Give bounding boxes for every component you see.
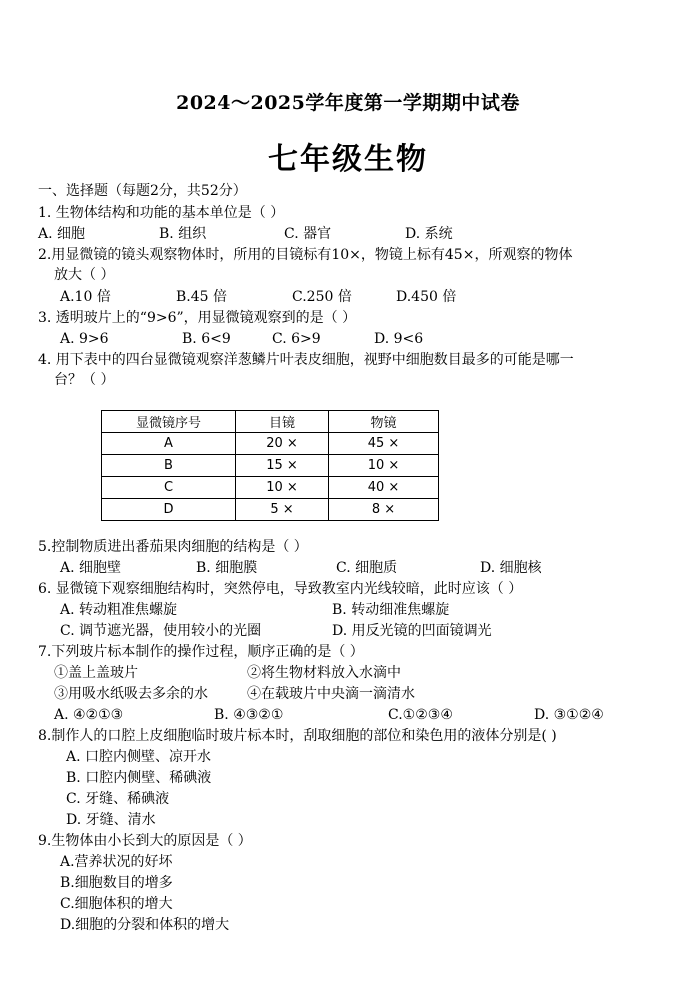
- table-cell: C: [102, 477, 236, 499]
- q4-stem-line1: 4. 用下表中的四台显微镜观察洋葱鳞片叶表皮细胞，视野中细胞数目最多的可能是哪一: [38, 352, 574, 368]
- exam-title: 2024～2025学年度第一学期期中试卷: [176, 92, 520, 114]
- q1-option-a: A. 细胞: [38, 226, 86, 242]
- q1-option-b: B. 组织: [159, 226, 207, 242]
- q3-stem: 3. 透明玻片上的“9>6”，用显微镜观察到的是（ ）: [38, 310, 357, 326]
- q8-option-b: B. 口腔内侧壁、稀碘液: [66, 770, 212, 786]
- table-cell: 45 ×: [329, 433, 439, 455]
- table-cell: A: [102, 433, 236, 455]
- q3-option-c: C. 6>9: [272, 331, 321, 347]
- q1-option-d: D. 系统: [405, 226, 453, 242]
- q7-step-1: ①盖上盖玻片: [54, 665, 138, 681]
- q8-stem: 8.制作人的口腔上皮细胞临时玻片标本时，刮取细胞的部位和染色用的液体分别是( ): [38, 728, 557, 744]
- q7-option-a: A. ④②①③: [54, 707, 124, 723]
- table-row: [102, 455, 439, 477]
- table-cell: 5 ×: [236, 499, 329, 521]
- microscope-table: [101, 410, 439, 521]
- table-cell: B: [102, 455, 236, 477]
- table-row: [102, 477, 439, 499]
- q2-stem-line1: 2.用显微镜的镜头观察物体时，所用的目镜标有10×，物镜上标有45×，所观察的物体: [38, 247, 573, 263]
- table-cell: 20 ×: [236, 433, 329, 455]
- section-heading: 一、选择题（每题2分，共52分）: [38, 183, 247, 199]
- table-cell: 10 ×: [329, 455, 439, 477]
- q8-option-c: C. 牙缝、稀碘液: [66, 791, 170, 807]
- q5-option-c: C. 细胞质: [336, 560, 398, 576]
- table-row: [102, 499, 439, 521]
- table-row: [102, 433, 439, 455]
- q7-step-4: ④在载玻片中央滴一滴清水: [247, 686, 415, 702]
- q9-option-d: D.细胞的分裂和体积的增大: [60, 917, 230, 933]
- q9-option-a: A.营养状况的好坏: [60, 854, 173, 870]
- q5-stem: 5.控制物质进出番茄果肉细胞的结构是（ ）: [38, 539, 308, 555]
- q2-option-d: D.450 倍: [396, 289, 457, 305]
- q2-option-a: A.10 倍: [60, 289, 111, 305]
- q5-option-b: B. 细胞膜: [196, 560, 258, 576]
- q9-stem: 9.生物体由小长到大的原因是（ ）: [38, 833, 252, 849]
- q6-option-d: D. 用反光镜的凹面镜调光: [332, 623, 492, 639]
- q8-option-d: D. 牙缝、清水: [66, 812, 156, 828]
- q9-option-b: B.细胞数目的增多: [60, 875, 173, 891]
- q6-option-b: B. 转动细准焦螺旋: [332, 602, 450, 618]
- q2-stem-line2: 放大（ ）: [54, 267, 115, 283]
- table-cell: D: [102, 499, 236, 521]
- q8-option-a: A. 口腔内侧壁、凉开水: [66, 749, 212, 765]
- table-cell: 10 ×: [236, 477, 329, 499]
- subject-title: 七年级生物: [268, 142, 428, 177]
- table-header-cell: 目镜: [236, 411, 329, 433]
- q7-option-c: C.①②③④: [388, 707, 453, 723]
- q3-option-a: A. 9>6: [60, 331, 109, 347]
- q5-option-a: A. 细胞壁: [60, 560, 122, 576]
- q3-option-d: D. 9<6: [374, 331, 424, 347]
- q7-step-3: ③用吸水纸吸去多余的水: [54, 686, 208, 702]
- table-cell: 40 ×: [329, 477, 439, 499]
- table-cell: 8 ×: [329, 499, 439, 521]
- q7-option-b: B. ④③②①: [214, 707, 284, 723]
- q5-option-d: D. 细胞核: [480, 560, 542, 576]
- q7-option-d: D. ③①②④: [534, 707, 604, 723]
- q3-option-b: B. 6<9: [182, 331, 231, 347]
- q6-option-c: C. 调节遮光器，使用较小的光圈: [60, 623, 262, 639]
- q1-option-c: C. 器官: [284, 226, 332, 242]
- q7-stem: 7.下列玻片标本制作的操作过程，顺序正确的是（ ）: [38, 644, 364, 660]
- table-header-cell: 物镜: [329, 411, 439, 433]
- q6-stem: 6. 显微镜下观察细胞结构时，突然停电，导致教室内光线较暗，此时应该（ ）: [38, 581, 523, 597]
- q2-option-c: C.250 倍: [292, 289, 352, 305]
- q1-stem: 1. 生物体结构和功能的基本单位是（ ）: [38, 205, 285, 221]
- q6-option-a: A. 转动粗准焦螺旋: [60, 602, 178, 618]
- q9-option-c: C.细胞体积的增大: [60, 896, 173, 912]
- table-cell: 15 ×: [236, 455, 329, 477]
- q2-option-b: B.45 倍: [176, 289, 228, 305]
- table-header-cell: 显微镜序号: [102, 411, 236, 433]
- q7-step-2: ②将生物材料放入水滴中: [247, 665, 401, 681]
- table-header-row: [102, 411, 439, 433]
- q4-stem-line2: 台？（ ）: [54, 372, 115, 388]
